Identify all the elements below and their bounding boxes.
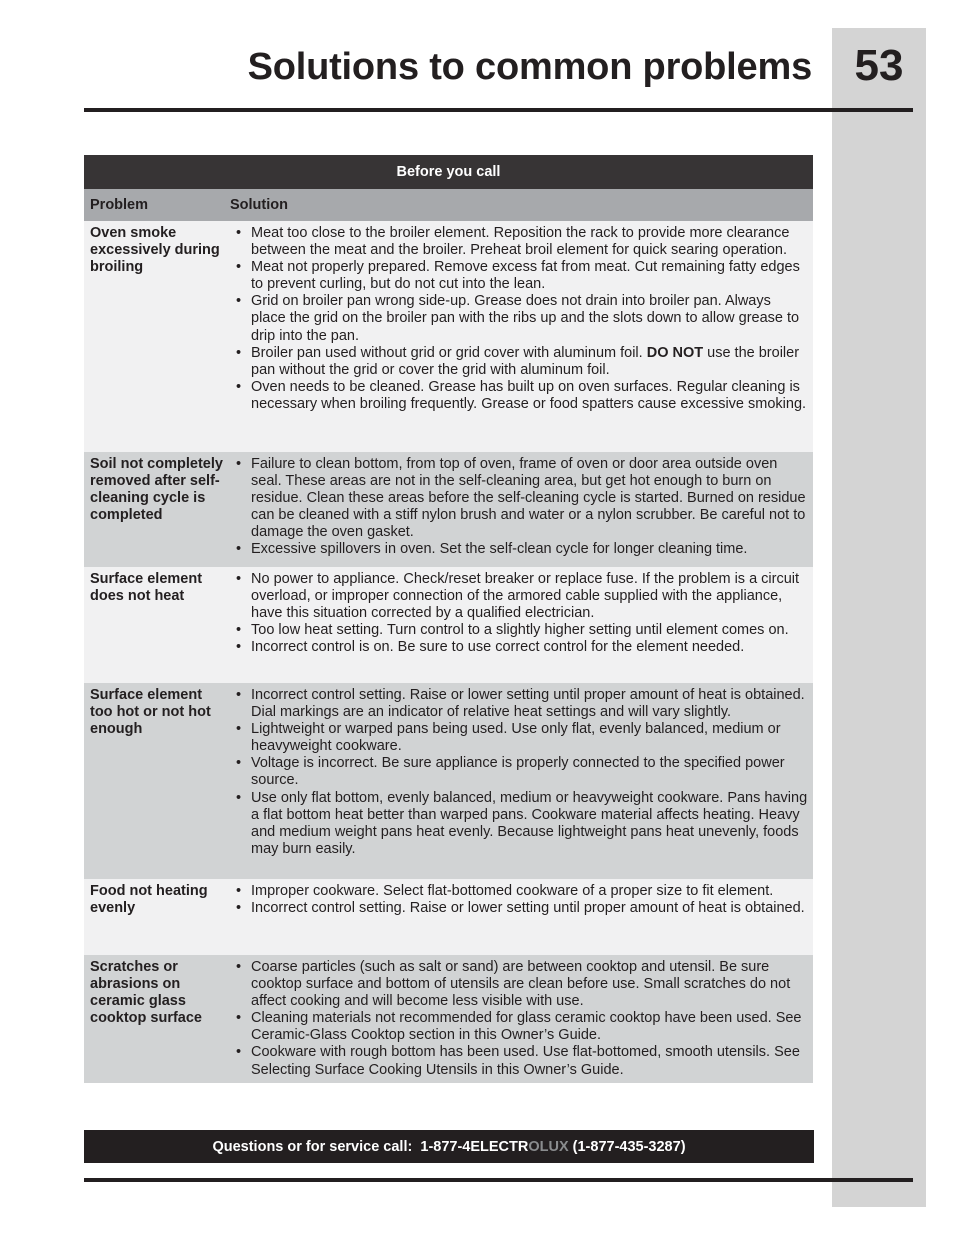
page-title: Solutions to common problems bbox=[247, 46, 812, 88]
solution-cell bbox=[230, 879, 813, 955]
solution-item: • Grid on broiler pan wrong side-up. Grease does not drain into broiler pan. Always place the grid on the broiler pan with the ribs up and the slots down to allow grease to drip into the pan. bbox=[235, 293, 808, 344]
table-row bbox=[84, 683, 813, 879]
solution-item: • Coarse particles (such as salt or sand) are between cooktop and utensil. Be sure cooktop surface and bottom of utensils are clean before use. Small scratches do not affect cooking and will become less visible with use. bbox=[235, 959, 808, 1010]
solution-item bbox=[235, 345, 808, 379]
problem-cell: Soil not completely removed after self-cleaning cycle is completed bbox=[90, 456, 223, 524]
table-row bbox=[84, 567, 813, 683]
table-row bbox=[84, 452, 813, 567]
solution-item: • Lightweight or warped pans being used. Use only flat, evenly balanced, medium or heavyweight cookware. bbox=[235, 721, 808, 755]
solution-item: • Cleaning materials not recommended for glass ceramic cooktop have been used. See Ceramic-Glass Cooktop section in this Owner’s Guide. bbox=[235, 1010, 808, 1044]
problem-cell: Scratches or abrasions on ceramic glass cooktop surface bbox=[90, 959, 202, 1027]
solution-item: • No power to appliance. Check/reset breaker or replace fuse. If the problem is a circuit overload, or improper connection of the armored cable supplied with the appliance, have this situation corrected by a qualified electrician. bbox=[235, 571, 808, 622]
problem-cell: Surface element does not heat bbox=[90, 571, 203, 605]
solution-item: • Too low heat setting. Turn control to a slightly higher setting until element comes on. bbox=[235, 622, 808, 639]
column-header-problem: Problem bbox=[90, 197, 149, 213]
solution-item: • Meat not properly prepared. Remove excess fat from meat. Cut remaining fatty edges to prevent curling, but do not cut into the lean. bbox=[235, 259, 808, 293]
solution-cell bbox=[230, 452, 813, 567]
solution-item: • Improper cookware. Select flat-bottomed cookware of a proper size to fit element. bbox=[235, 883, 808, 900]
solution-cell bbox=[230, 955, 813, 1083]
table-row bbox=[84, 221, 813, 452]
table-row bbox=[84, 955, 813, 1083]
service-call-number: (1-877-435-3287) bbox=[568, 1138, 686, 1155]
solution-item: • Incorrect control setting. Raise or lower setting until proper amount of heat is obtained. Dial markings are an indicator of relative heat settings and will vary slightly. bbox=[235, 687, 808, 721]
brand-highlight: OLUX bbox=[528, 1138, 569, 1155]
service-call-text: Questions or for service call: 1-877-4ELECTR bbox=[212, 1138, 529, 1155]
problem-cell: Surface element too hot or not hot enough bbox=[90, 687, 211, 738]
solution-item: • Cookware with rough bottom has been used. Use flat-bottomed, smooth utensils. See Selecting Surface Cooking Utensils in this Owner’s Guide. bbox=[235, 1044, 808, 1078]
solution-item: • Incorrect control setting. Raise or lower setting until proper amount of heat is obtained. bbox=[235, 900, 808, 917]
solution-item: • Meat too close to the broiler element. Reposition the rack to provide more clearance between the meat and the broiler. Preheat broil element for quick searing operation. bbox=[235, 225, 808, 259]
problem-cell: Oven smoke excessively during broiling bbox=[90, 225, 220, 276]
table-header-row bbox=[84, 189, 813, 221]
solution-item: • Failure to clean bottom, from top of oven, frame of oven or door area outside oven seal. These areas are not in the self-cleaning area, but get hot enough to burn on residue. Clean these areas before the self-cleaning cycle is started. Burned on residue can be cleaned with a stiff nylon brush and water or a nylon scrubber. Be careful not to damage the oven gasket. bbox=[235, 456, 808, 541]
column-header-solution: Solution bbox=[230, 197, 288, 213]
solution-cell bbox=[230, 683, 813, 879]
solution-item: • Incorrect control is on. Be sure to use correct control for the element needed. bbox=[235, 639, 808, 656]
solution-emphasis: DO NOT bbox=[646, 344, 704, 361]
header-divider bbox=[84, 108, 913, 112]
table-banner: Before you call bbox=[84, 155, 813, 189]
solution-text: use the broiler pan without the grid or cover the grid with aluminum foil. bbox=[251, 344, 800, 378]
footer-divider bbox=[84, 1178, 913, 1182]
solution-cell bbox=[230, 221, 813, 452]
solution-item: • Excessive spillovers in oven. Set the self-clean cycle for longer cleaning time. bbox=[235, 541, 808, 558]
solution-item: • Oven needs to be cleaned. Grease has built up on oven surfaces. Regular cleaning is necessary when broiling frequently. Grease or food spatters cause excessive smoking. bbox=[235, 379, 808, 413]
solution-item: • Use only flat bottom, evenly balanced, medium or heavyweight cookware. Pans having a flat bottom heat better than warped pans. Cookware material affects heating. Heavy and medium weight pans heat evenly. Because lightweight pans heat unevenly, foods may burn easily. bbox=[235, 790, 808, 858]
table-row bbox=[84, 879, 813, 955]
page-number: 53 bbox=[854, 41, 904, 90]
service-call-banner bbox=[84, 1130, 814, 1163]
solution-text: Broiler pan used without grid or grid cover with aluminum foil. bbox=[251, 344, 647, 361]
solution-cell bbox=[230, 567, 813, 683]
troubleshooting-table bbox=[84, 155, 813, 1083]
page-number-tab bbox=[832, 28, 926, 1207]
problem-cell: Food not heating evenly bbox=[90, 883, 208, 917]
solution-item: • Voltage is incorrect. Be sure appliance is properly connected to the specified power source. bbox=[235, 755, 808, 789]
